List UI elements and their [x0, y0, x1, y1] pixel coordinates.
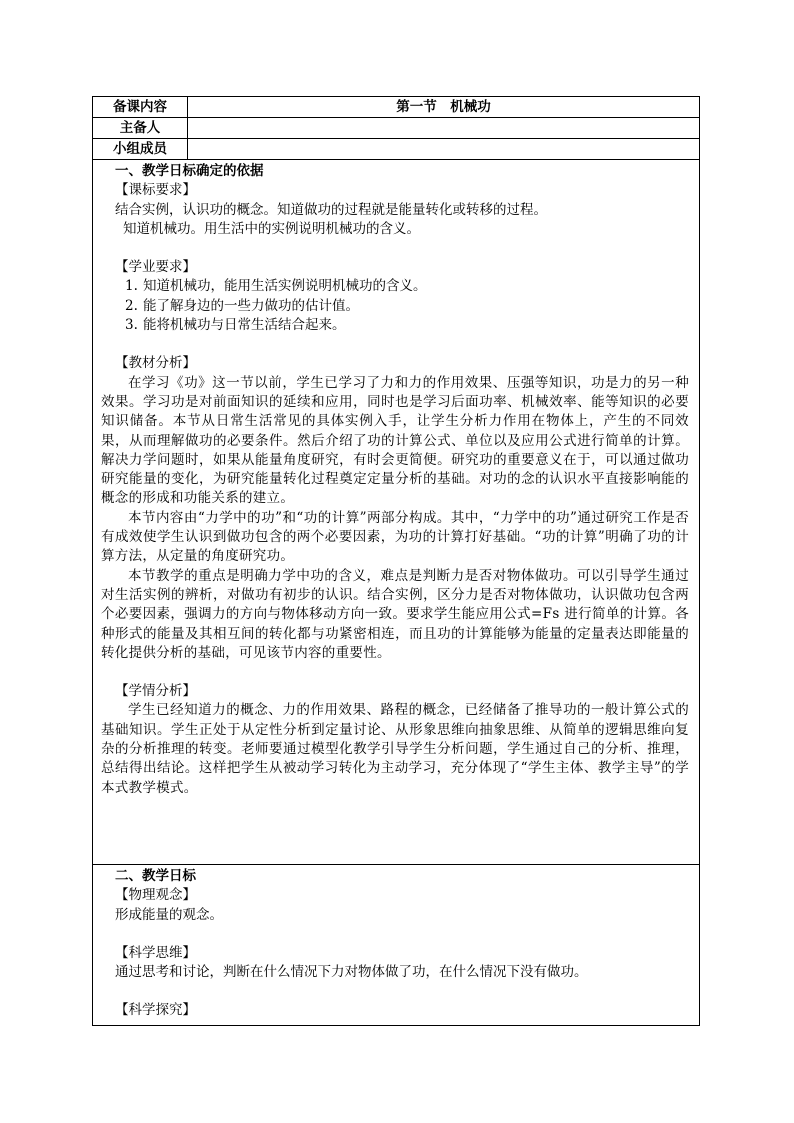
section1-title: 一、教学日标确定的依据 — [115, 163, 264, 179]
curriculum-line-1: 结合实例，认识功的概念。知道做功的过程就是能量转化或转移的过程。 — [115, 201, 547, 218]
textbook-paragraph-1: 在学习《功》这一节以前，学生已学习了力和力的作用效果、压强等知识，功是力的另一种效果。学习功是对前面知识的延续和应用，同时也是学习后面功率、机械效率、能等知识的必要知识储备。本节从日常生活常见的具体实例入手，让学生分析力作用在物体上，产生的不同效果，从而理解做功的必要条件。然后介绍了功的计算公式、单位以及应用公式进行简单的计算。解决力学问题时，如果从能量角度研究，有时会更简便。研究功的重要意义在于，可以通过做功研究能量的变化，为研究能量转化过程奠定定量分析的基础。对功的念的认识水平直接影响能的概念的形成和功能关系的建立。 — [101, 374, 689, 507]
student-paragraph: 学生已经知道力的概念、力的作用效果、路程的概念，已经储备了推导功的一般计算公式的基础知识。学生正处于从定性分析到定量讨论、从形象思维向抽象思维、从简单的逻辑思维向复杂的分析推理的转变。老师要通过模型化教学引导学生分析问题，学生通过自己的分析、推理，总结得出结论。这样把学生从被动学习转化为主动学习，充分体现了“学生主体、教学主导”的学本式教学模式。 — [101, 702, 689, 796]
value-preparer — [188, 118, 700, 139]
section1-row — [93, 160, 700, 865]
label-preparer: 主备人 — [93, 118, 188, 139]
section2-title: 二、教学日标 — [115, 868, 196, 884]
curriculum-line-2: 知道机械功。用生活中的实例说明机械功的含义。 — [123, 220, 420, 237]
learning-item-3: 3. 能将机械功与日常生活结合起来。 — [125, 317, 346, 334]
scientific-thinking-text: 通过思考和讨论，判断在什么情况下力对物体做了功，在什么情况下没有做功。 — [115, 964, 588, 981]
textbook-heading: 【教材分析】 — [115, 355, 196, 372]
physics-concept-heading: 【物理观念】 — [115, 887, 196, 904]
header-row-content — [93, 97, 700, 118]
student-heading: 【学情分析】 — [115, 683, 196, 700]
value-members — [188, 139, 700, 160]
section1-cell — [93, 160, 700, 865]
header-row-preparer — [93, 118, 700, 139]
label-content: 备课内容 — [93, 97, 188, 118]
learning-item-2: 2. 能了解身边的一些力做功的估计值。 — [125, 297, 359, 314]
header-row-members — [93, 139, 700, 160]
section2-row — [93, 865, 700, 1026]
textbook-paragraph-3: 本节教学的重点是明确力学中功的含义，难点是判断力是否对物体做功。可以引导学生通过对生活实例的辨析，对做功有初步的认识。结合实例，区分力是否对物体做功，认识做功包含两个必要因素，强调力的方向与物体移动方向一致。要求学生能应用公式=Fs 进行简单的计算。各种形式的能量及其相互间的转化都与功紧密相连，而且功的计算能够为能量的定量表达即能量的转化提供分析的基础，可见该节内容的重要性。 — [101, 567, 689, 661]
label-members: 小组成员 — [93, 139, 188, 160]
section2-cell — [93, 865, 700, 1026]
curriculum-heading: 【课标要求】 — [115, 182, 196, 199]
value-content: 第一节 机械功 — [188, 97, 700, 118]
lesson-plan-page — [92, 96, 700, 1022]
lesson-plan-table — [92, 96, 700, 1026]
scientific-inquiry-heading: 【科学探究】 — [115, 1002, 196, 1019]
learning-heading: 【学业要求】 — [115, 259, 196, 276]
physics-concept-text: 形成能量的观念。 — [115, 906, 223, 923]
scientific-thinking-heading: 【科学思维】 — [115, 944, 196, 961]
learning-item-1: 1. 知道机械功，能用生活实例说明机械功的含义。 — [125, 278, 427, 295]
textbook-paragraph-2: 本节内容由“力学中的功”和“功的计算”两部分构成。其中，“力学中的功”通过研究工作是否有成效使学生认识到做功包含的两个必要因素，为功的计算打好基础。“功的计算”明确了功的计算方法，从定量的角度研究功。 — [101, 509, 689, 565]
